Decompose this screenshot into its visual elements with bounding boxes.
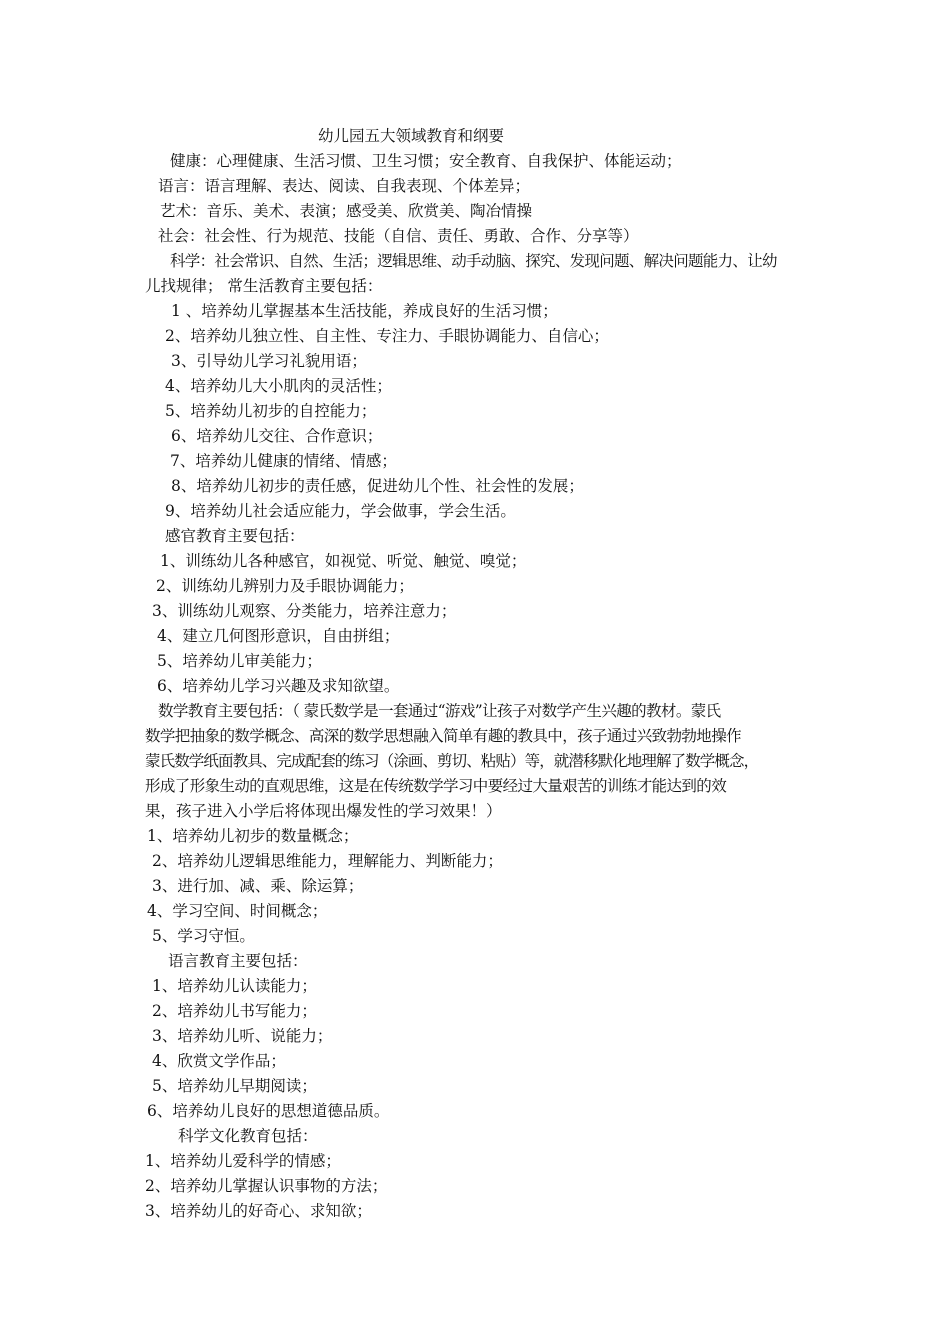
document-title: 幼儿园五大领域教育和纲要	[318, 127, 505, 145]
list-item: 2、培养幼儿掌握认识事物的方法；	[145, 1177, 388, 1195]
list-item: 5、培养幼儿审美能力；	[157, 652, 322, 670]
text-line: 艺术：音乐、美术、表演；感受美、欣赏美、陶冶情操	[160, 202, 533, 220]
section-heading: 数学教育主要包括：（ 蒙氏数学是一套通过“游戏”让孩子对数学产生兴趣的教材。蒙氏	[158, 702, 721, 720]
list-item: 7、培养幼儿健康的情绪、情感；	[170, 452, 397, 470]
list-item: 5、培养幼儿早期阅读；	[152, 1077, 317, 1095]
list-item: 4、建立几何图形意识，自由拼组；	[157, 627, 400, 645]
text-line: 蒙氏数学纸面教具、完成配套的练习（涂画、剪切、粘贴）等，就潜移默化地理解了数学概念，	[145, 752, 759, 770]
list-item: 5、培养幼儿初步的自控能力；	[165, 402, 377, 420]
list-item: 3、培养幼儿听、说能力；	[152, 1027, 333, 1045]
list-item: 2、培养幼儿书写能力；	[152, 1002, 317, 1020]
list-item: 2、训练幼儿辨别力及手眼协调能力；	[156, 577, 414, 595]
list-item: 4、学习空间、时间概念；	[147, 902, 328, 920]
list-item: 1、训练幼儿各种感官，如视觉、听觉、触觉、嗅觉；	[160, 552, 527, 570]
list-item: 5、学习守恒。	[152, 927, 255, 945]
list-item: 6、培养幼儿学习兴趣及求知欲望。	[157, 677, 400, 695]
text-line: 数学把抽象的数学概念、高深的数学思想融入简单有趣的教具中，孩子通过兴致勃勃地操作	[145, 727, 742, 745]
list-item: 1、培养幼儿爱科学的情感；	[145, 1152, 341, 1170]
list-item: 2、培养幼儿独立性、自主性、专注力、手眼协调能力、自信心；	[165, 327, 609, 345]
list-item: 4、培养幼儿大小肌肉的灵活性；	[165, 377, 392, 395]
list-item: 1、培养幼儿认读能力；	[152, 977, 317, 995]
list-item: 3、培养幼儿的好奇心、求知欲；	[145, 1202, 372, 1220]
text-line: 社会：社会性、行为规范、技能（自信、责任、勇敢、合作、分享等）	[158, 227, 639, 245]
list-item: 3、引导幼儿学习礼貌用语；	[171, 352, 367, 370]
text-line: 健康：心理健康、生活习惯、卫生习惯；安全教育、自我保护、体能运动；	[170, 152, 682, 170]
list-item: 6、培养幼儿良好的思想道德品质。	[147, 1102, 390, 1120]
list-item: 2、培养幼儿逻辑思维能力，理解能力、判断能力；	[152, 852, 503, 870]
section-heading: 语言教育主要包括：	[168, 952, 308, 970]
section-heading: 感官教育主要包括：	[165, 527, 305, 545]
list-item: 6、培养幼儿交往、合作意识；	[171, 427, 383, 445]
list-item: 3、训练幼儿观察、分类能力，培养注意力；	[152, 602, 457, 620]
list-item: 9、培养幼儿社会适应能力，学会做事，学会生活。	[165, 502, 516, 520]
list-item: 3、进行加、减、乘、除运算；	[152, 877, 364, 895]
list-item: 1 、培养幼儿掌握基本生活技能，养成良好的生活习惯；	[171, 302, 558, 320]
text-line: 形成了形象生动的直观思维，这是在传统数学学习中要经过大量艰苦的训练才能达到的效	[145, 777, 727, 795]
section-heading: 科学文化教育包括：	[178, 1127, 318, 1145]
list-item: 8、培养幼儿初步的责任感，促进幼儿个性、社会性的发展；	[171, 477, 584, 495]
text-line: 科学：社会常识、自然、生活；逻辑思维、动手动脑、探究、发现问题、解决问题能力、让幼	[170, 252, 777, 270]
list-item: 1、培养幼儿初步的数量概念；	[147, 827, 359, 845]
text-line: 果，孩子进入小学后将体现出爆发性的学习效果！）	[145, 802, 502, 820]
text-line: 语言：语言理解、表达、阅读、自我表现、个体差异；	[158, 177, 531, 195]
text-line: 儿找规律； 常生活教育主要包括：	[145, 277, 383, 295]
list-item: 4、欣赏文学作品；	[152, 1052, 286, 1070]
